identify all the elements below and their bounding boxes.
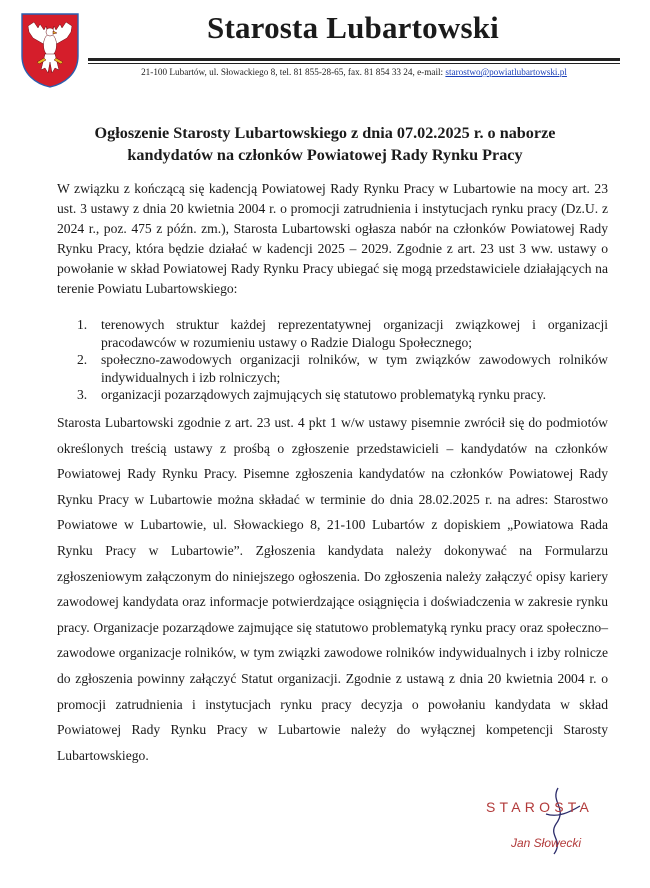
signature-scrawl (528, 784, 588, 864)
header-rule-thin (88, 63, 620, 64)
list-item (77, 386, 608, 404)
list-item-number: 3. (77, 387, 88, 402)
list-item-number: 1. (77, 317, 88, 332)
signature-role: STAROSTA (486, 799, 593, 815)
list-item-text: społeczno-zawodowych organizacji rolników, w tym związków zawodowych rolników indywidualnych i izb rolniczych; (101, 352, 608, 385)
document-title-line-2: kandydatów na członków Powiatowej Rady Rynku Pracy (127, 146, 523, 164)
list-item (77, 351, 608, 386)
contact-email-link[interactable]: starostwo@powiatlubartowski.pl (445, 67, 567, 77)
signature-name: Jan Słowecki (511, 836, 582, 850)
list-item (77, 316, 608, 351)
org-title: Starosta Lubartowski (207, 10, 499, 45)
contact-line (88, 67, 620, 77)
white-eagle-crest-icon (20, 12, 80, 88)
contact-address: 21-100 Lubartów, ul. Słowackiego 8, tel. 81 855-28-65, fax. 81 854 33 24, e-mail: (141, 67, 446, 77)
intro-paragraph: W związku z kończącą się kadencją Powiatowej Rady Rynku Pracy w Lubartowie na mocy art. 23 ust. 3 ustawy z dnia 20 kwietnia 2004 r. o promocji zatrudnienia i instytucjach rynku pracy (Dz.U. z 2024 r., poz. 475 z późn. zm.), Starosta Lubartowski ogłasza nabór na członków Powiatowej Rady Rynku Pracy, która będzie działać w kadencji 2025 – 2029. Zgodnie z art. 23 ust 3 ww. ustawy o powołanie w skład Powiatowej Rady Rynku Pracy ubiegać się mogą przedstawiciele działających na terenie Powiatu Lubartowskiego: (57, 181, 608, 296)
document-title-line-1: Ogłoszenie Starosty Lubartowskiego z dnia 07.02.2025 r. o naborze (94, 124, 556, 142)
list-item-text: terenowych struktur każdej reprezentatywnej organizacji związkowej i organizacji pracodawców w rozumieniu ustawy o Radzie Dialogu Społecznego; (101, 317, 608, 350)
list-item-number: 2. (77, 352, 88, 367)
document-title (60, 122, 590, 166)
header-rule-thick (88, 58, 620, 61)
eligible-entities-list (77, 316, 608, 404)
procedure-paragraph: Starosta Lubartowski zgodnie z art. 23 ust. 4 pkt 1 w/w ustawy pisemnie zwrócił się do podmiotów określonych treścią ustawy z prośbą o zgłoszenie przedstawicieli – kandydatów na członków Powiatowej Rady Rynku Pracy. Pisemne zgłoszenia kandydatów na członków Powiatowej Rady Rynku Pracy w Lubartowie można składać w terminie do dnia 28.02.2025 r. na adres: Starostwo Powiatowe w Lubartowie, ul. Słowackiego 8, 21-100 Lubartów z dopiskiem „Powiatowa Rada Rynku Pracy w Lubartowie”. Zgłoszenia kandydata należy dokonywać na Formularzu zgłoszeniowym załączonym do niniejszego ogłoszenia. Do zgłoszenia należy załączyć opisy kariery zawodowej kandydata oraz informacje potwierdzające osiągnięcia i doświadczenia w zakresie rynku pracy. Organizacje pozarządowe zajmujące się statutowo problematyką rynku pracy oraz społeczno–zawodowe organizacje rolników, w tym związki zawodowe rolników indywidualnych i izby rolnicze do zgłoszenia powinny załączyć Statut organizacji. Zgodnie z ustawą z dnia 20 kwietnia 2004 r. o promocji zatrudnienia i instytucjach rynku pracy decyzja o powołaniu kandydata w skład Powiatowej Rady Rynku Pracy w Lubartowie należy do wyłącznej kompetencji Starosty Lubartowskiego. (57, 415, 608, 763)
list-item-text: organizacji pozarządowych zajmujących się statutowo problematyką rynku pracy. (101, 387, 547, 402)
